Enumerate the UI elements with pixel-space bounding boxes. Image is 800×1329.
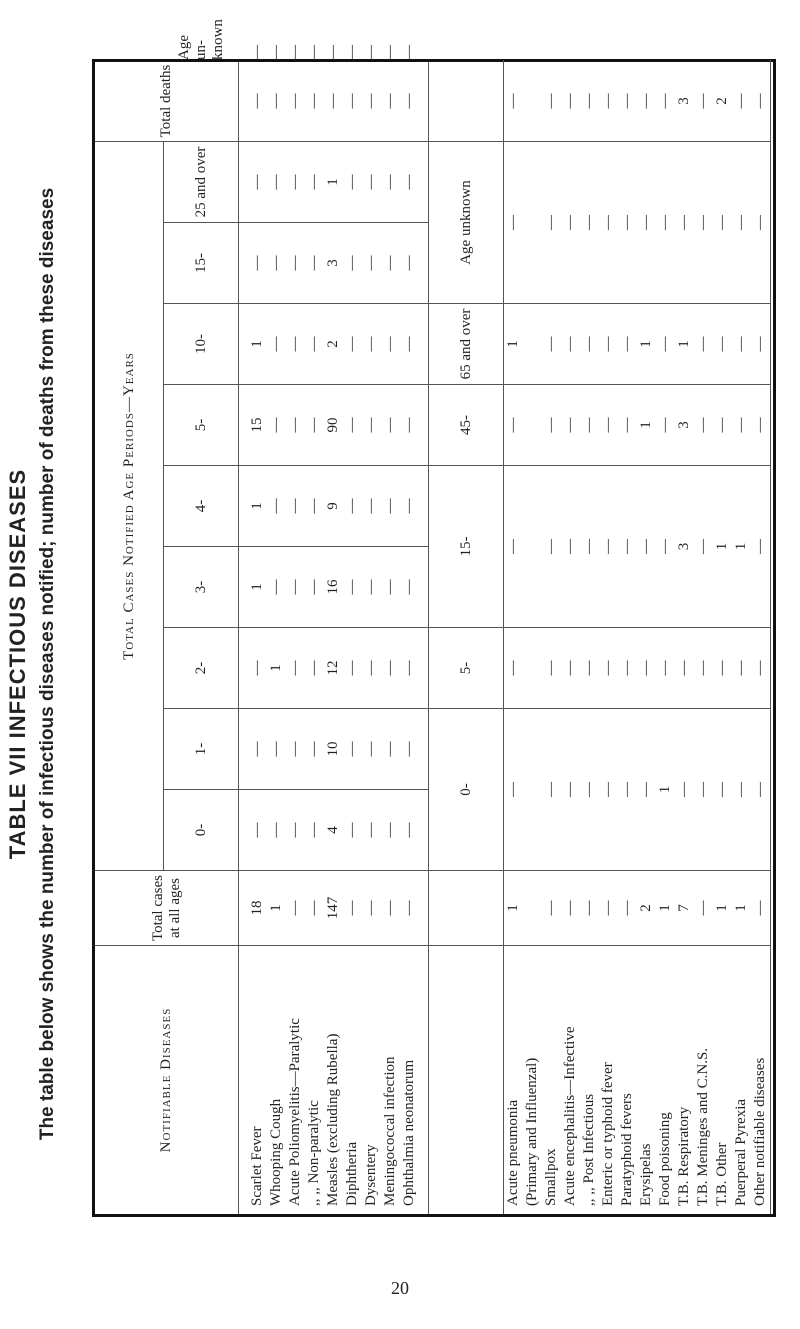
lower-spacer xyxy=(429,871,504,946)
lower-age-values-value: — xyxy=(676,782,692,797)
lower-age-values-value: 1 xyxy=(657,785,673,794)
upper-disease-list-value: Diphtheria xyxy=(344,1141,360,1206)
upper-age-header: 0- xyxy=(164,790,239,871)
upper-total-cases-value: — xyxy=(344,900,360,916)
lower-disease-list-value: Enteric or typhoid fever xyxy=(600,1062,616,1206)
upper-age-header: 5- xyxy=(164,385,239,466)
lower-disease-list-value: Puerperal Pyrexia xyxy=(733,1098,749,1206)
table-grid xyxy=(92,19,776,1217)
upper-age-values-value: 1 xyxy=(249,340,265,348)
upper-age-values-value: — xyxy=(325,93,341,109)
lower-age-values xyxy=(504,142,771,304)
upper-age-values-value: 9 xyxy=(325,502,341,510)
upper-age-values-value: — xyxy=(344,741,360,757)
upper-age-values xyxy=(239,709,429,790)
lower-age-values-value: — xyxy=(581,336,597,352)
upper-age-values-value: — xyxy=(268,336,284,352)
lower-age-values-value: — xyxy=(752,336,768,352)
upper-age-values-value: — xyxy=(382,255,398,271)
lower-disease-list-value: Food poisoning xyxy=(657,1112,673,1206)
lower-age-values-value: 1 xyxy=(638,340,654,348)
upper-age-values-value: — xyxy=(287,498,303,514)
upper-age-values-value: — xyxy=(287,336,303,352)
upper-age-values-value: — xyxy=(363,255,379,271)
upper-age-values-value: 12 xyxy=(325,660,341,676)
lower-age-values-value: — xyxy=(733,782,749,797)
upper-age-values-value: — xyxy=(306,660,322,676)
upper-age-values-value: — xyxy=(268,174,284,190)
upper-age-values-value: 2 xyxy=(325,340,341,348)
lower-age-values xyxy=(504,385,771,466)
lower-age-values-value: — xyxy=(619,782,635,797)
upper-disease-list xyxy=(239,946,429,1216)
upper-age-values-value: 1 xyxy=(249,502,265,510)
upper-age-header-row: 0- 1- 2- 3- 4- 5- 10- 15- 25 and over Age un-known xyxy=(164,61,239,1216)
lower-age-values-value xyxy=(523,385,542,465)
age-group-header: Total Cases Notified Age Periods—Years xyxy=(94,142,164,871)
upper-age-values-value: — xyxy=(401,822,417,838)
lower-deaths-value: — xyxy=(619,93,635,109)
lower-age-values-value: 3 xyxy=(676,421,692,429)
lower-age-values-value: — xyxy=(562,539,578,554)
lower-age-values-value: — xyxy=(543,215,559,230)
upper-age-header: 2- xyxy=(164,628,239,709)
upper-total-cases-value: — xyxy=(306,900,322,916)
upper-age-values-value: — xyxy=(268,417,284,433)
upper-disease-list-value: Measles (excluding Rubella) xyxy=(325,1033,341,1206)
upper-age-values-value: — xyxy=(249,93,265,109)
upper-age-values-value: — xyxy=(287,822,303,838)
lower-age-values-value: — xyxy=(695,215,711,230)
upper-age-values-value: — xyxy=(344,822,360,838)
upper-age-values-value: — xyxy=(382,93,398,109)
upper-data-row: Scarlet Fever Whooping Cough Acute Poliomyelitis—Paralytic ,, ,, Non-paralytic Measles (excluding Rubella) Diphtheria Dysentery Meningococcal infection Ophthalmia neonatorum 18 1 — — 147 — — — — — — — — 4 — — — — — — — — 10 — — — — — 1 — — 12 — — — — 1 — — — 16 — — — — 1 — — — 9 — — — — 15 — — — 90 — — — — 1 — — — 2 — — — — — — — — 3 — — — — — — — — 1 — — — — — — — — — — — — — — — — — — — — — — xyxy=(239,61,429,1216)
upper-age-values-value: — xyxy=(249,741,265,757)
upper-age-header: 15- xyxy=(164,223,239,304)
lower-disease-list-value: Other notifiable diseases xyxy=(752,1057,768,1206)
lower-total-cases-value: 1 xyxy=(505,904,521,912)
upper-age-values-value: — xyxy=(382,498,398,514)
lower-age-values-value: — xyxy=(505,417,521,433)
upper-age-values xyxy=(239,142,429,223)
lower-data-row xyxy=(504,61,771,1216)
table-title: TABLE VII INFECTIOUS DISEASES xyxy=(5,468,30,860)
upper-disease-list-value: Whooping Cough xyxy=(268,1098,284,1206)
lower-age-values-value: — xyxy=(581,660,597,676)
lower-disease-list-value: Paratyphoid fevers xyxy=(619,1093,635,1206)
lower-deaths-spacer xyxy=(429,61,504,142)
lower-total-cases-value xyxy=(523,871,542,945)
upper-age-values-value: — xyxy=(249,174,265,190)
lower-disease-list-value: ,, ,, Post Infectious xyxy=(581,1093,597,1206)
upper-age-values-value: — xyxy=(287,660,303,676)
lower-age-values-value: 1 xyxy=(676,340,692,348)
upper-age-values-value: — xyxy=(382,579,398,595)
upper-age-values-value: — xyxy=(344,660,360,676)
total-row xyxy=(771,61,775,1216)
upper-age-values-value: — xyxy=(344,255,360,271)
upper-age-values-value: — xyxy=(344,498,360,514)
lower-age-values-value: — xyxy=(638,539,654,554)
upper-age-values-value: — xyxy=(363,822,379,838)
lower-age-values-value: — xyxy=(600,215,616,230)
upper-age-values-value: — xyxy=(401,174,417,190)
lower-disease-list-value: (Primary and Influenzal) xyxy=(524,1057,540,1206)
upper-age-values-value: — xyxy=(287,255,303,271)
lower-age-header-row xyxy=(429,61,504,1216)
disease-header: Notifiable Diseases xyxy=(94,946,239,1216)
lower-age-values-value: — xyxy=(714,660,730,676)
upper-age-values xyxy=(239,61,429,142)
upper-age-values-value: — xyxy=(382,741,398,757)
upper-age-values-value: — xyxy=(306,579,322,595)
upper-age-values-value: — xyxy=(401,741,417,757)
lower-total-cases-value: 1 xyxy=(733,904,749,912)
upper-age-values-value: — xyxy=(268,255,284,271)
lower-age-values-value: — xyxy=(505,215,521,230)
lower-age-values-value: — xyxy=(543,336,559,352)
lower-total-cases-value: 2 xyxy=(638,904,654,912)
lower-age-values-value: 1 xyxy=(714,542,730,551)
lower-age-values-value: — xyxy=(695,336,711,352)
lower-total-cases-value: — xyxy=(562,900,578,916)
lower-total-cases-value: — xyxy=(600,900,616,916)
lower-age-values xyxy=(504,709,771,871)
upper-age-values-value: 90 xyxy=(325,417,341,433)
upper-age-values-value: — xyxy=(363,417,379,433)
lower-age-values-value: — xyxy=(752,215,768,230)
lower-age-values-value: — xyxy=(619,215,635,230)
upper-age-values-value: — xyxy=(382,822,398,838)
lower-age-values-value: — xyxy=(638,215,654,230)
upper-age-values xyxy=(239,304,429,385)
lower-age-values-value: — xyxy=(543,417,559,433)
lower-age-values xyxy=(504,628,771,709)
upper-age-header: 3- xyxy=(164,547,239,628)
upper-age-values xyxy=(239,790,429,871)
lower-age-values-value: — xyxy=(562,215,578,230)
lower-age-values-value: — xyxy=(581,215,597,230)
lower-age-values-value: — xyxy=(676,660,692,676)
lower-deaths xyxy=(504,61,771,142)
upper-age-header: 10- xyxy=(164,304,239,385)
lower-age-values-value: — xyxy=(619,417,635,433)
upper-age-values-value: — xyxy=(344,174,360,190)
upper-age-values-value: — xyxy=(401,579,417,595)
lower-age-values-value: — xyxy=(657,336,673,352)
lower-age-values-value: 1 xyxy=(638,421,654,429)
upper-age-values-value: — xyxy=(401,498,417,514)
lower-deaths-value: — xyxy=(581,93,597,109)
lower-total-cases xyxy=(504,871,771,946)
lower-age-header: 65 and over xyxy=(429,304,504,385)
lower-age-values-value: — xyxy=(752,539,768,554)
lower-age-values-value: — xyxy=(657,215,673,230)
lower-total-cases-value: 1 xyxy=(657,904,673,912)
lower-disease-list-value: T.B. Other xyxy=(714,1142,730,1206)
lower-age-values-value: — xyxy=(714,417,730,433)
lower-deaths-value: — xyxy=(505,93,521,109)
upper-disease-list-value: ,, ,, Non-paralytic xyxy=(306,1100,322,1206)
upper-age-values-value: — xyxy=(268,498,284,514)
upper-age-values-value: — xyxy=(363,741,379,757)
upper-age-header: 1- xyxy=(164,709,239,790)
lower-disease-list-value: Acute encephalitis—Infective xyxy=(562,1026,578,1206)
upper-age-values-value: 10 xyxy=(325,741,341,757)
lower-total-cases-value: — xyxy=(581,900,597,916)
lower-age-values-value: 1 xyxy=(733,542,749,551)
lower-age-values-value: — xyxy=(562,660,578,676)
upper-age-values xyxy=(239,223,429,304)
upper-age-values-value: — xyxy=(306,336,322,352)
lower-age-values-value: — xyxy=(600,782,616,797)
upper-age-values-value: 16 xyxy=(325,579,341,595)
lower-age-values-value: — xyxy=(600,539,616,554)
lower-age-values-value: — xyxy=(581,782,597,797)
lower-age-values xyxy=(504,304,771,385)
upper-age-values-value: — xyxy=(344,579,360,595)
upper-age-values-value: — xyxy=(363,336,379,352)
lower-age-values-value: — xyxy=(638,782,654,797)
lower-deaths-value: — xyxy=(562,93,578,109)
upper-age-values-value: — xyxy=(382,336,398,352)
lower-age-values-value: — xyxy=(600,660,616,676)
upper-age-header: 4- xyxy=(164,466,239,547)
upper-total-cases-value: — xyxy=(401,900,417,916)
upper-age-values-value: — xyxy=(344,93,360,109)
lower-age-values-value: — xyxy=(733,215,749,230)
upper-total-cases-value: 18 xyxy=(249,900,265,916)
upper-age-values-value: — xyxy=(249,255,265,271)
lower-age-header: 15- xyxy=(429,466,504,628)
lower-age-values-value: — xyxy=(543,660,559,676)
upper-age-values-value: — xyxy=(363,498,379,514)
lower-age-values-value: — xyxy=(619,539,635,554)
upper-age-values-value: — xyxy=(401,417,417,433)
upper-age-values-value: — xyxy=(306,498,322,514)
upper-age-values-value: — xyxy=(344,336,360,352)
lower-age-values-value: — xyxy=(600,336,616,352)
lower-age-values-value: — xyxy=(733,417,749,433)
lower-deaths-value: 3 xyxy=(676,97,692,105)
upper-age-values-value: — xyxy=(306,93,322,109)
upper-age-values-value: — xyxy=(344,417,360,433)
infectious-diseases-table xyxy=(92,19,768,1217)
lower-disease-list-value: Erysipelas xyxy=(638,1143,654,1206)
lower-age-values-value: — xyxy=(562,782,578,797)
upper-age-values-value: 15 xyxy=(249,417,265,433)
lower-age-values-value: — xyxy=(505,660,521,676)
lower-total-cases-value: — xyxy=(543,900,559,916)
upper-disease-list-value: Ophthalmia neonatorum xyxy=(401,1059,417,1206)
lower-deaths-value: — xyxy=(733,93,749,109)
lower-age-values-value: — xyxy=(657,660,673,676)
lower-total-cases-value: — xyxy=(695,900,711,916)
lower-age-values-value: — xyxy=(733,660,749,676)
lower-age-values-value: — xyxy=(562,417,578,433)
upper-disease-list-value: Dysentery xyxy=(363,1144,379,1206)
lower-age-values-value: — xyxy=(657,539,673,554)
lower-age-values-value: — xyxy=(619,336,635,352)
lower-age-header: 5- xyxy=(429,628,504,709)
lower-disease-list-value: Smallpox xyxy=(543,1148,559,1206)
upper-age-values-value: 4 xyxy=(325,826,341,834)
upper-age-values-value: — xyxy=(268,822,284,838)
upper-age-values-value: — xyxy=(306,417,322,433)
upper-total-cases-value: 147 xyxy=(325,896,341,920)
upper-age-values-value: — xyxy=(363,660,379,676)
lower-age-values-value: — xyxy=(505,782,521,797)
lower-age-values-value: — xyxy=(581,539,597,554)
lower-age-values-value: — xyxy=(695,782,711,797)
lower-deaths-value: 2 xyxy=(714,97,730,105)
upper-age-values-value: — xyxy=(268,93,284,109)
lower-age-values-value xyxy=(523,628,542,708)
lower-disease-list-value: T.B. Meninges and C.N.S. xyxy=(695,1047,711,1206)
lower-age-values-value xyxy=(523,304,542,384)
lower-age-values-value: — xyxy=(695,539,711,554)
upper-age-values-value: — xyxy=(287,174,303,190)
upper-age-values-value: — xyxy=(268,741,284,757)
upper-age-values-value: — xyxy=(306,174,322,190)
lower-age-values-value: — xyxy=(752,782,768,797)
upper-age-values-value: — xyxy=(306,741,322,757)
upper-age-values-value: — xyxy=(306,255,322,271)
upper-age-values-value: — xyxy=(287,579,303,595)
lower-total-cases-value: — xyxy=(619,900,635,916)
lower-deaths-value: — xyxy=(695,93,711,109)
upper-age-values-value: — xyxy=(249,822,265,838)
lower-age-values-value: — xyxy=(619,660,635,676)
lower-age-values-value: — xyxy=(752,417,768,433)
lower-age-values xyxy=(504,466,771,628)
upper-age-values-value: — xyxy=(287,741,303,757)
upper-age-values-value: — xyxy=(382,417,398,433)
lower-age-header: 0- xyxy=(429,709,504,871)
lower-age-header: Age unknown xyxy=(429,142,504,304)
table-subtitle: The table below shows the number of infectious diseases notified; number of deaths from these diseases xyxy=(37,187,58,1141)
lower-age-values-value: — xyxy=(505,539,521,554)
upper-total-cases-value: — xyxy=(363,900,379,916)
upper-disease-list-value: Meningococcal infection xyxy=(382,1056,398,1206)
upper-age-values-value: — xyxy=(382,660,398,676)
lower-age-values-value: — xyxy=(714,336,730,352)
lower-age-values-value: — xyxy=(676,215,692,230)
lower-age-values-value xyxy=(523,709,542,870)
lower-deaths-value: — xyxy=(600,93,616,109)
lower-deaths-value: — xyxy=(657,93,673,109)
upper-age-values xyxy=(239,547,429,628)
total-deaths-header: Total deaths xyxy=(94,61,239,142)
lower-age-values-value xyxy=(523,466,542,627)
upper-age-values-value: — xyxy=(401,660,417,676)
lower-total-cases-value: 7 xyxy=(676,904,692,912)
upper-age-values-value: — xyxy=(287,417,303,433)
lower-disease-list-value: Acute pneumonia xyxy=(505,1099,521,1206)
upper-total-cases-value: — xyxy=(382,900,398,916)
lower-age-values-value: — xyxy=(543,539,559,554)
upper-age-values-value: — xyxy=(401,93,417,109)
lower-age-values-value: — xyxy=(733,336,749,352)
lower-deaths-value xyxy=(523,61,542,141)
upper-age-values-value: — xyxy=(363,93,379,109)
upper-age-values-value: — xyxy=(306,822,322,838)
upper-age-values-value: — xyxy=(382,174,398,190)
lower-deaths-value: — xyxy=(543,93,559,109)
lower-age-values-value: — xyxy=(543,782,559,797)
lower-deaths-value: — xyxy=(638,93,654,109)
lower-disease-list-value: T.B. Respiratory xyxy=(676,1106,692,1206)
upper-age-values xyxy=(239,628,429,709)
lower-age-values-value: — xyxy=(695,660,711,676)
upper-age-values xyxy=(239,466,429,547)
upper-age-values-value: — xyxy=(249,660,265,676)
upper-disease-list-value: Acute Poliomyelitis—Paralytic xyxy=(287,1018,303,1206)
upper-age-values xyxy=(239,385,429,466)
lower-age-values-value: — xyxy=(714,215,730,230)
upper-age-values-value: — xyxy=(268,579,284,595)
upper-age-values-value: — xyxy=(287,93,303,109)
page-number: 20 xyxy=(391,1278,409,1298)
lower-age-values-value: — xyxy=(562,336,578,352)
upper-age-header: 25 and over xyxy=(164,142,239,223)
lower-age-values-value: — xyxy=(714,782,730,797)
lower-age-header: 45- xyxy=(429,385,504,466)
upper-age-values-value: 1 xyxy=(268,664,284,672)
upper-age-values-value: 1 xyxy=(325,178,341,186)
lower-age-values-value: 3 xyxy=(676,542,692,551)
lower-age-values-value: — xyxy=(581,417,597,433)
upper-age-values-value: — xyxy=(401,336,417,352)
lower-age-values-value: — xyxy=(657,417,673,433)
lower-age-values-value: — xyxy=(695,417,711,433)
upper-age-values-value: — xyxy=(401,255,417,271)
upper-age-values-value: — xyxy=(363,174,379,190)
upper-age-values-value: 1 xyxy=(249,583,265,591)
upper-age-values-value: — xyxy=(363,579,379,595)
lower-deaths-value: — xyxy=(752,93,768,109)
lower-total-cases-value: — xyxy=(752,900,768,916)
lower-spacer xyxy=(429,946,504,1216)
lower-total-cases-value: 1 xyxy=(714,904,730,912)
upper-total-cases xyxy=(239,871,429,946)
lower-disease-list xyxy=(504,946,771,1216)
upper-total-cases-value: 1 xyxy=(268,904,284,912)
upper-age-values-value: 3 xyxy=(325,259,341,267)
lower-age-values-value: — xyxy=(638,660,654,676)
lower-age-values-value: — xyxy=(752,660,768,676)
lower-age-values-value: — xyxy=(600,417,616,433)
total-cases-header: Total cases at all ages xyxy=(94,871,239,946)
lower-age-values-value xyxy=(523,142,542,303)
upper-total-cases-value: — xyxy=(287,900,303,916)
upper-disease-list-value: Scarlet Fever xyxy=(249,1126,265,1206)
lower-age-values-value: 1 xyxy=(505,340,521,348)
page-title-block xyxy=(0,0,80,1329)
